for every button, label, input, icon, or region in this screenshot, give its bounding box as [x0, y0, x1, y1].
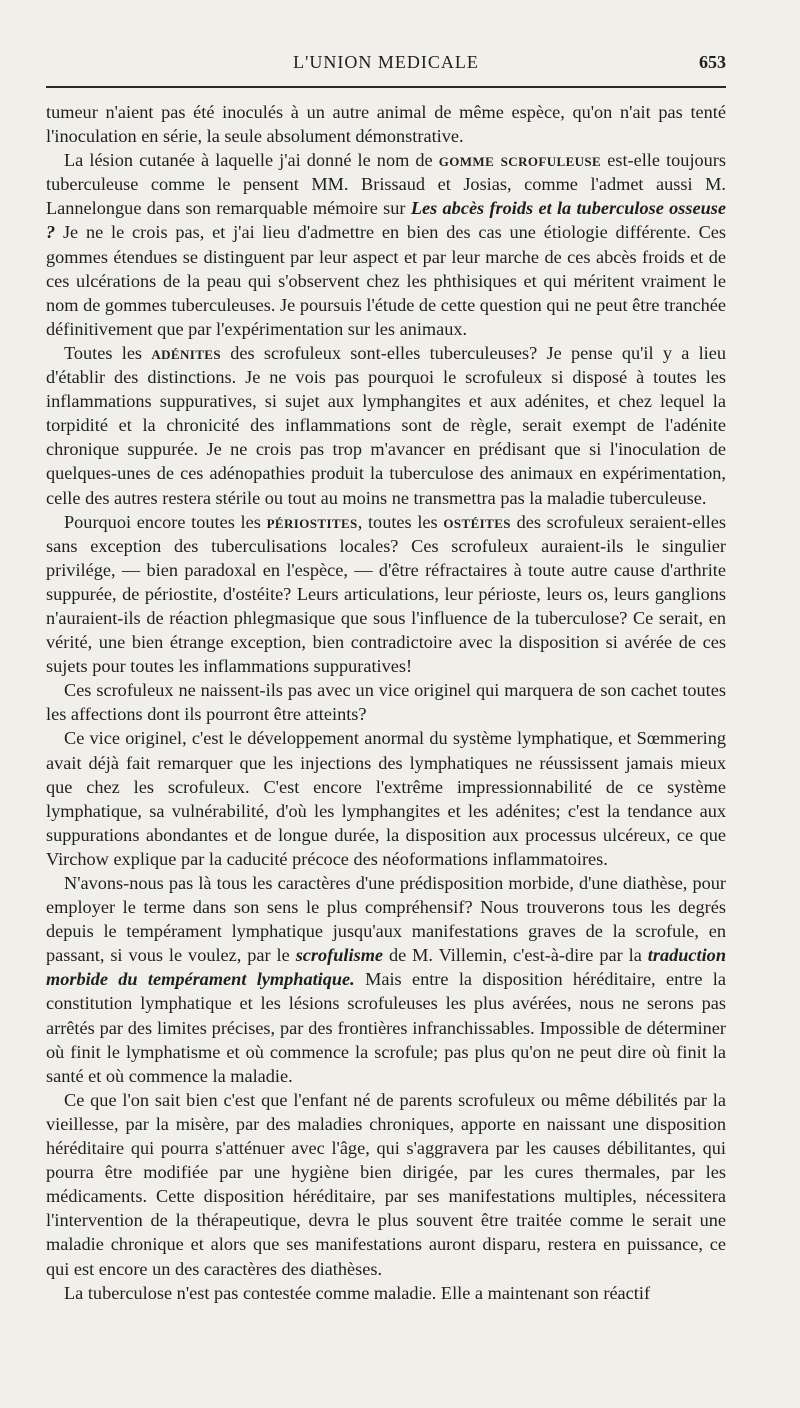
paragraph-8: Ce que l'on sait bien c'est que l'enfant né de parents scrofuleux ou même débilités par la vieillesse, par la misère, par des maladies chroniques, apporte en naissant une disposition héréditaire qui pourra s'atténuer avec l'âge, qui s'aggravera par les causes débilitantes, qui pourra être modifiée par une hygiène bien dirigée, par les cures thermales, par les médicaments. Cette disposition héréditaire, par ses manifestations multiples, nécessitera l'intervention de la thérapeutique, devra le plus souvent être traitée comme le serait une maladie chronique et alors que ses manifestations auront disparu, restera en puissance, ce qui est encore un des caractères des diathèses. — [46, 1089, 726, 1279]
page-header — [46, 48, 726, 88]
paragraph-3 — [46, 341, 726, 510]
cited-work-title: Les abcès froids et la tuberculose osseuse ? — [46, 198, 726, 243]
body-text — [46, 100, 726, 1305]
paragraph-1: tumeur n'aient pas été inoculés à un autre animal de même espèce, qu'on n'ait pas tenté l'inoculation en série, la seule absolument démonstrative. — [46, 102, 726, 147]
page-number: 653 — [699, 52, 726, 72]
running-title: L'UNION MEDICALE — [293, 52, 479, 72]
paragraph-7 — [46, 871, 726, 1088]
paragraph-2-text-c: est-elle toujours tuberculeuse comme le pensent MM. Brissaud et Josias, comme l'admet aussi M. Lannelongue dans son remarquable mémoire sur — [46, 150, 727, 219]
paragraph-4-text-a: Pourquoi encore toutes les — [64, 511, 267, 532]
term-adenites: adénites — [151, 342, 221, 363]
paragraph-4-text-c: , toutes les — [357, 511, 444, 532]
term-osteites: ostéites — [443, 511, 511, 532]
quoted-definition: traduction morbide du tempérament lymphatique. — [46, 945, 726, 990]
paragraph-4-text-e: des scrofuleux seraient-elles sans exception des tuberculisations locales? Ces scrofuleux auraient-ils le singulier privilége, — bien paradoxal en l'espèce, — d'être réfractaires à toute autre cause d'arthrite suppurée, de périostite, d'ostéite? Leurs articulations, leur périoste, leurs os, leurs ganglions n'auraient-ils de réaction phlegmasique que sous l'influence de la tuberculose? Ce serait, en vérité, une bien étrange exception, bien contradictoire avec la disposition si avérée de ces sujets pour toutes les inflammations suppuratives! — [46, 511, 726, 677]
paragraph-9: La tuberculose n'est pas contestée comme maladie. Elle a maintenant son réactif — [64, 1282, 651, 1303]
paragraph-7-text-c: de M. Villemin, c'est-à-dire par la — [383, 945, 648, 966]
paragraph-7-text-e: Mais entre la disposition héréditaire, entre la constitution lymphatique et les lésions scrofuleuses les plus avérées, nous ne serons pas arrêtés par des limites précises, par des frontières infranchissables. Impossible de déterminer où finit le lymphatisme et où commence la scrofule; pas plus qu'on ne peut dire où finit la santé et où commence la maladie. — [46, 969, 727, 1086]
paragraph-7-text-a: N'avons-nous pas là tous les caractères d'une prédisposition morbide, d'une diathèse, pour employer le terme dans son sens le plus compréhensif? Nous trouverons tous les degrés depuis le tempérament lymphatique jusqu'aux manifestations graves de la scrofule, en passant, si vous le voulez, par le — [46, 873, 726, 966]
paragraph-2 — [46, 148, 726, 341]
paragraph-2-text-e: Je ne le crois pas, et j'ai lieu d'admettre en bien des cas une étiologie différente. Ces gommes étendues se distinguent par leur aspect et par leur marche de ces abcès froids et de ces ulcérations de la peau qui s'observent chez les phthisiques et qui méritent vraiment le nom de gommes tuberculeuses. Je poursuis l'étude de cette question qui ne peut être tranchée définitivement que par l'expérimentation sur les animaux. — [46, 222, 726, 339]
term-periostites: périostites — [266, 511, 358, 532]
term-gomme-scrofuleuse: gomme scrofuleuse — [438, 150, 602, 171]
paragraph-3-text-c: des scrofuleux sont-elles tuberculeuses? Je pense qu'il y a lieu d'établir des distinctions. Je ne vois pas pourquoi le scrofuleux si disposé à toutes les inflammations suppuratives, si sujet aux lymphangites et aux adénites, et chez lequel la torpidité et la chronicité des inflammations sont de règle, serait exempt de l'adénite chronique suppurée. Je ne crois pas trop m'avancer en prédisant que si l'inoculation de quelques-unes de ces adénopathies produit la tuberculose des animaux en expérimentation, celle des autres restera stérile ou tout au moins ne transmettra pas la maladie tuberculeuse. — [46, 342, 727, 508]
paragraph-4 — [46, 510, 726, 679]
term-scrofulisme: scrofulisme — [295, 945, 384, 966]
paragraph-2-text-a: La lésion cutanée à laquelle j'ai donné le nom de — [64, 150, 439, 171]
paragraph-6: Ce vice originel, c'est le développement anormal du système lymphatique, et Sœmmering avait déjà fait remarquer que les injections des lymphatiques ne réussissent jamais mieux que chez les scrofuleux. C'est encore l'extrême impressionnabilité de ce système lymphatique, sa vulnérabilité, d'où les lymphangites et les adénites; c'est la tendance aux suppurations abondantes et de longue durée, la disposition aux processus ulcéreux, ce que Virchow explique par la caducité précoce des néoformations inflammatoires. — [46, 728, 726, 869]
paragraph-5: Ces scrofuleux ne naissent-ils pas avec un vice originel qui marquera de son cachet toutes les affections dont ils pourront être atteints? — [46, 680, 726, 725]
paragraph-3-text-a: Toutes les — [64, 342, 152, 363]
